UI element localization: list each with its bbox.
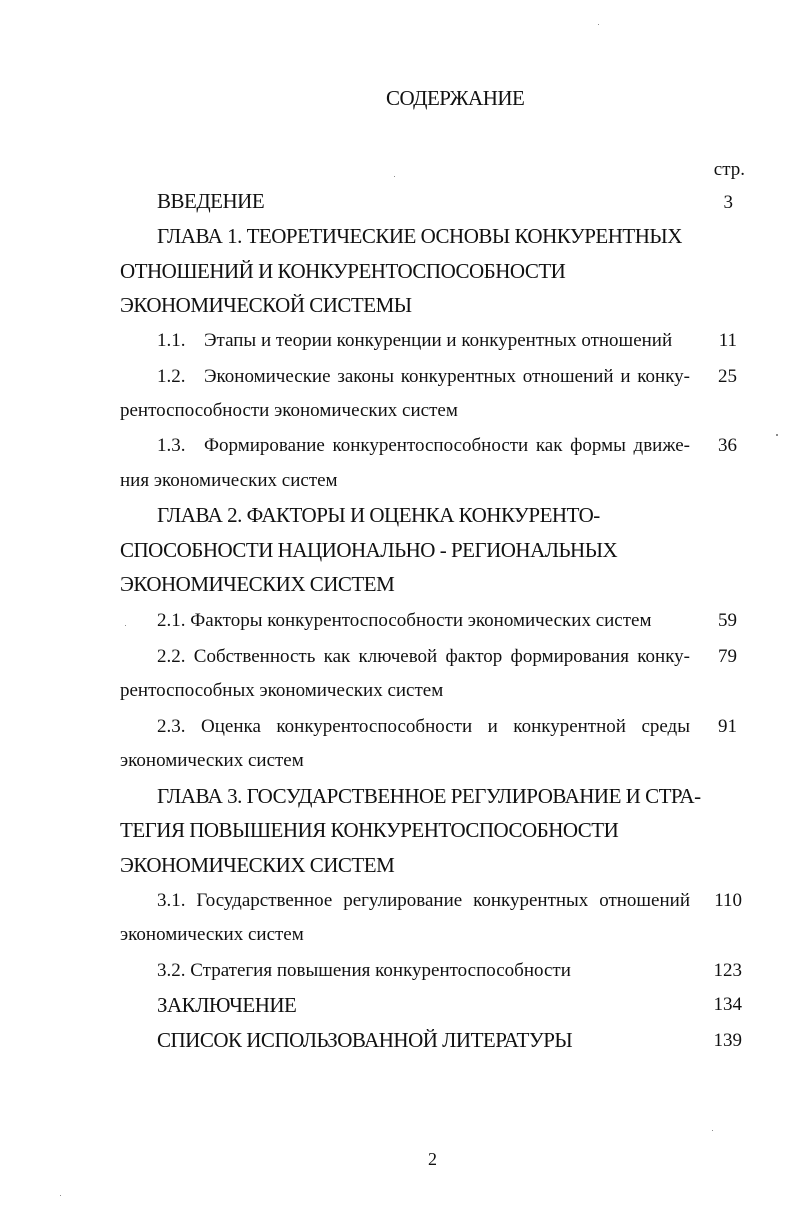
toc-page-2-1: 59 — [718, 610, 737, 631]
toc-page-3-1: 110 — [714, 890, 742, 911]
toc-entry-2-2-line-2: рентоспособных экономических систем — [120, 680, 444, 701]
toc-page-3-2: 123 — [713, 960, 742, 981]
scan-speck — [125, 625, 126, 626]
toc-page-2-2: 79 — [718, 646, 737, 667]
toc-num-1-2: 1.2. — [157, 366, 186, 387]
toc-entry-2-3-line-1: 2.3. Оценка конкурентоспособности и конкурентной среды — [157, 716, 690, 737]
chapter-1-line-2: ОТНОШЕНИЙ И КОНКУРЕНТОСПОСОБНОСТИ — [120, 259, 566, 283]
toc-title: СОДЕРЖАНИЕ — [386, 86, 525, 110]
toc-entry-1-3-line-2: ния экономических систем — [120, 470, 338, 491]
toc-entry-references: СПИСОК ИСПОЛЬЗОВАННОЙ ЛИТЕРАТУРЫ — [157, 1028, 573, 1052]
chapter-3-line-3: ЭКОНОМИЧЕСКИХ СИСТЕМ — [120, 853, 395, 877]
toc-entry-1-1: Этапы и теории конкуренции и конкурентных отношений — [204, 330, 673, 351]
toc-entry-3-1-line-1: 3.1. Государственное регулирование конкурентных отношений — [157, 890, 690, 911]
toc-entry-3-2: 3.2. Стратегия повышения конкурентоспособности — [157, 960, 571, 981]
scan-speck — [776, 434, 778, 436]
toc-page-1-2: 25 — [718, 366, 737, 387]
toc-page-1-1: 11 — [718, 330, 737, 351]
chapter-1-line-3: ЭКОНОМИЧЕСКОЙ СИСТЕМЫ — [120, 293, 412, 317]
toc-entry-1-2-line-2: рентоспособности экономических систем — [120, 400, 458, 421]
scan-speck — [712, 1130, 713, 1131]
scan-speck — [60, 1195, 61, 1196]
toc-entry-2-1: 2.1. Факторы конкурентоспособности экономических систем — [157, 610, 652, 631]
toc-page-references: 139 — [713, 1030, 742, 1051]
toc-num-1-1: 1.1. — [157, 330, 186, 351]
chapter-2-line-3: ЭКОНОМИЧЕСКИХ СИСТЕМ — [120, 572, 395, 596]
toc-entry-3-1-line-2: экономических систем — [120, 924, 304, 945]
toc-entry-2-3-line-2: экономических систем — [120, 750, 304, 771]
page-column-label: стр. — [713, 159, 745, 180]
toc-entry-intro: ВВЕДЕНИЕ — [157, 189, 265, 213]
page-number: 2 — [428, 1149, 437, 1169]
toc-num-1-3: 1.3. — [157, 435, 186, 456]
chapter-2-line-1: ГЛАВА 2. ФАКТОРЫ И ОЦЕНКА КОНКУРЕНТО- — [157, 503, 600, 527]
chapter-3-line-2: ТЕГИЯ ПОВЫШЕНИЯ КОНКУРЕНТОСПОСОБНОСТИ — [120, 818, 619, 842]
toc-page-conclusion: 134 — [713, 994, 742, 1015]
scan-speck — [394, 176, 395, 177]
toc-page-1-3: 36 — [718, 435, 737, 456]
toc-page-2-3: 91 — [718, 716, 737, 737]
toc-entry-1-3-line-1: Формирование конкурентоспособности как формы движе- — [204, 435, 690, 456]
toc-entry-2-2-line-1: 2.2. Собственность как ключевой фактор формирования конку- — [157, 646, 690, 667]
scan-speck — [598, 24, 599, 25]
toc-entry-1-2-line-1: Экономические законы конкурентных отношений и конку- — [204, 366, 690, 387]
toc-page-intro: 3 — [723, 192, 733, 213]
chapter-1-line-1: ГЛАВА 1. ТЕОРЕТИЧЕСКИЕ ОСНОВЫ КОНКУРЕНТНЫХ — [157, 224, 682, 248]
toc-entry-conclusion: ЗАКЛЮЧЕНИЕ — [157, 993, 297, 1017]
chapter-3-line-1: ГЛАВА 3. ГОСУДАРСТВЕННОЕ РЕГУЛИРОВАНИЕ И СТРА- — [157, 784, 701, 808]
chapter-2-line-2: СПОСОБНОСТИ НАЦИОНАЛЬНО - РЕГИОНАЛЬНЫХ — [120, 538, 618, 562]
